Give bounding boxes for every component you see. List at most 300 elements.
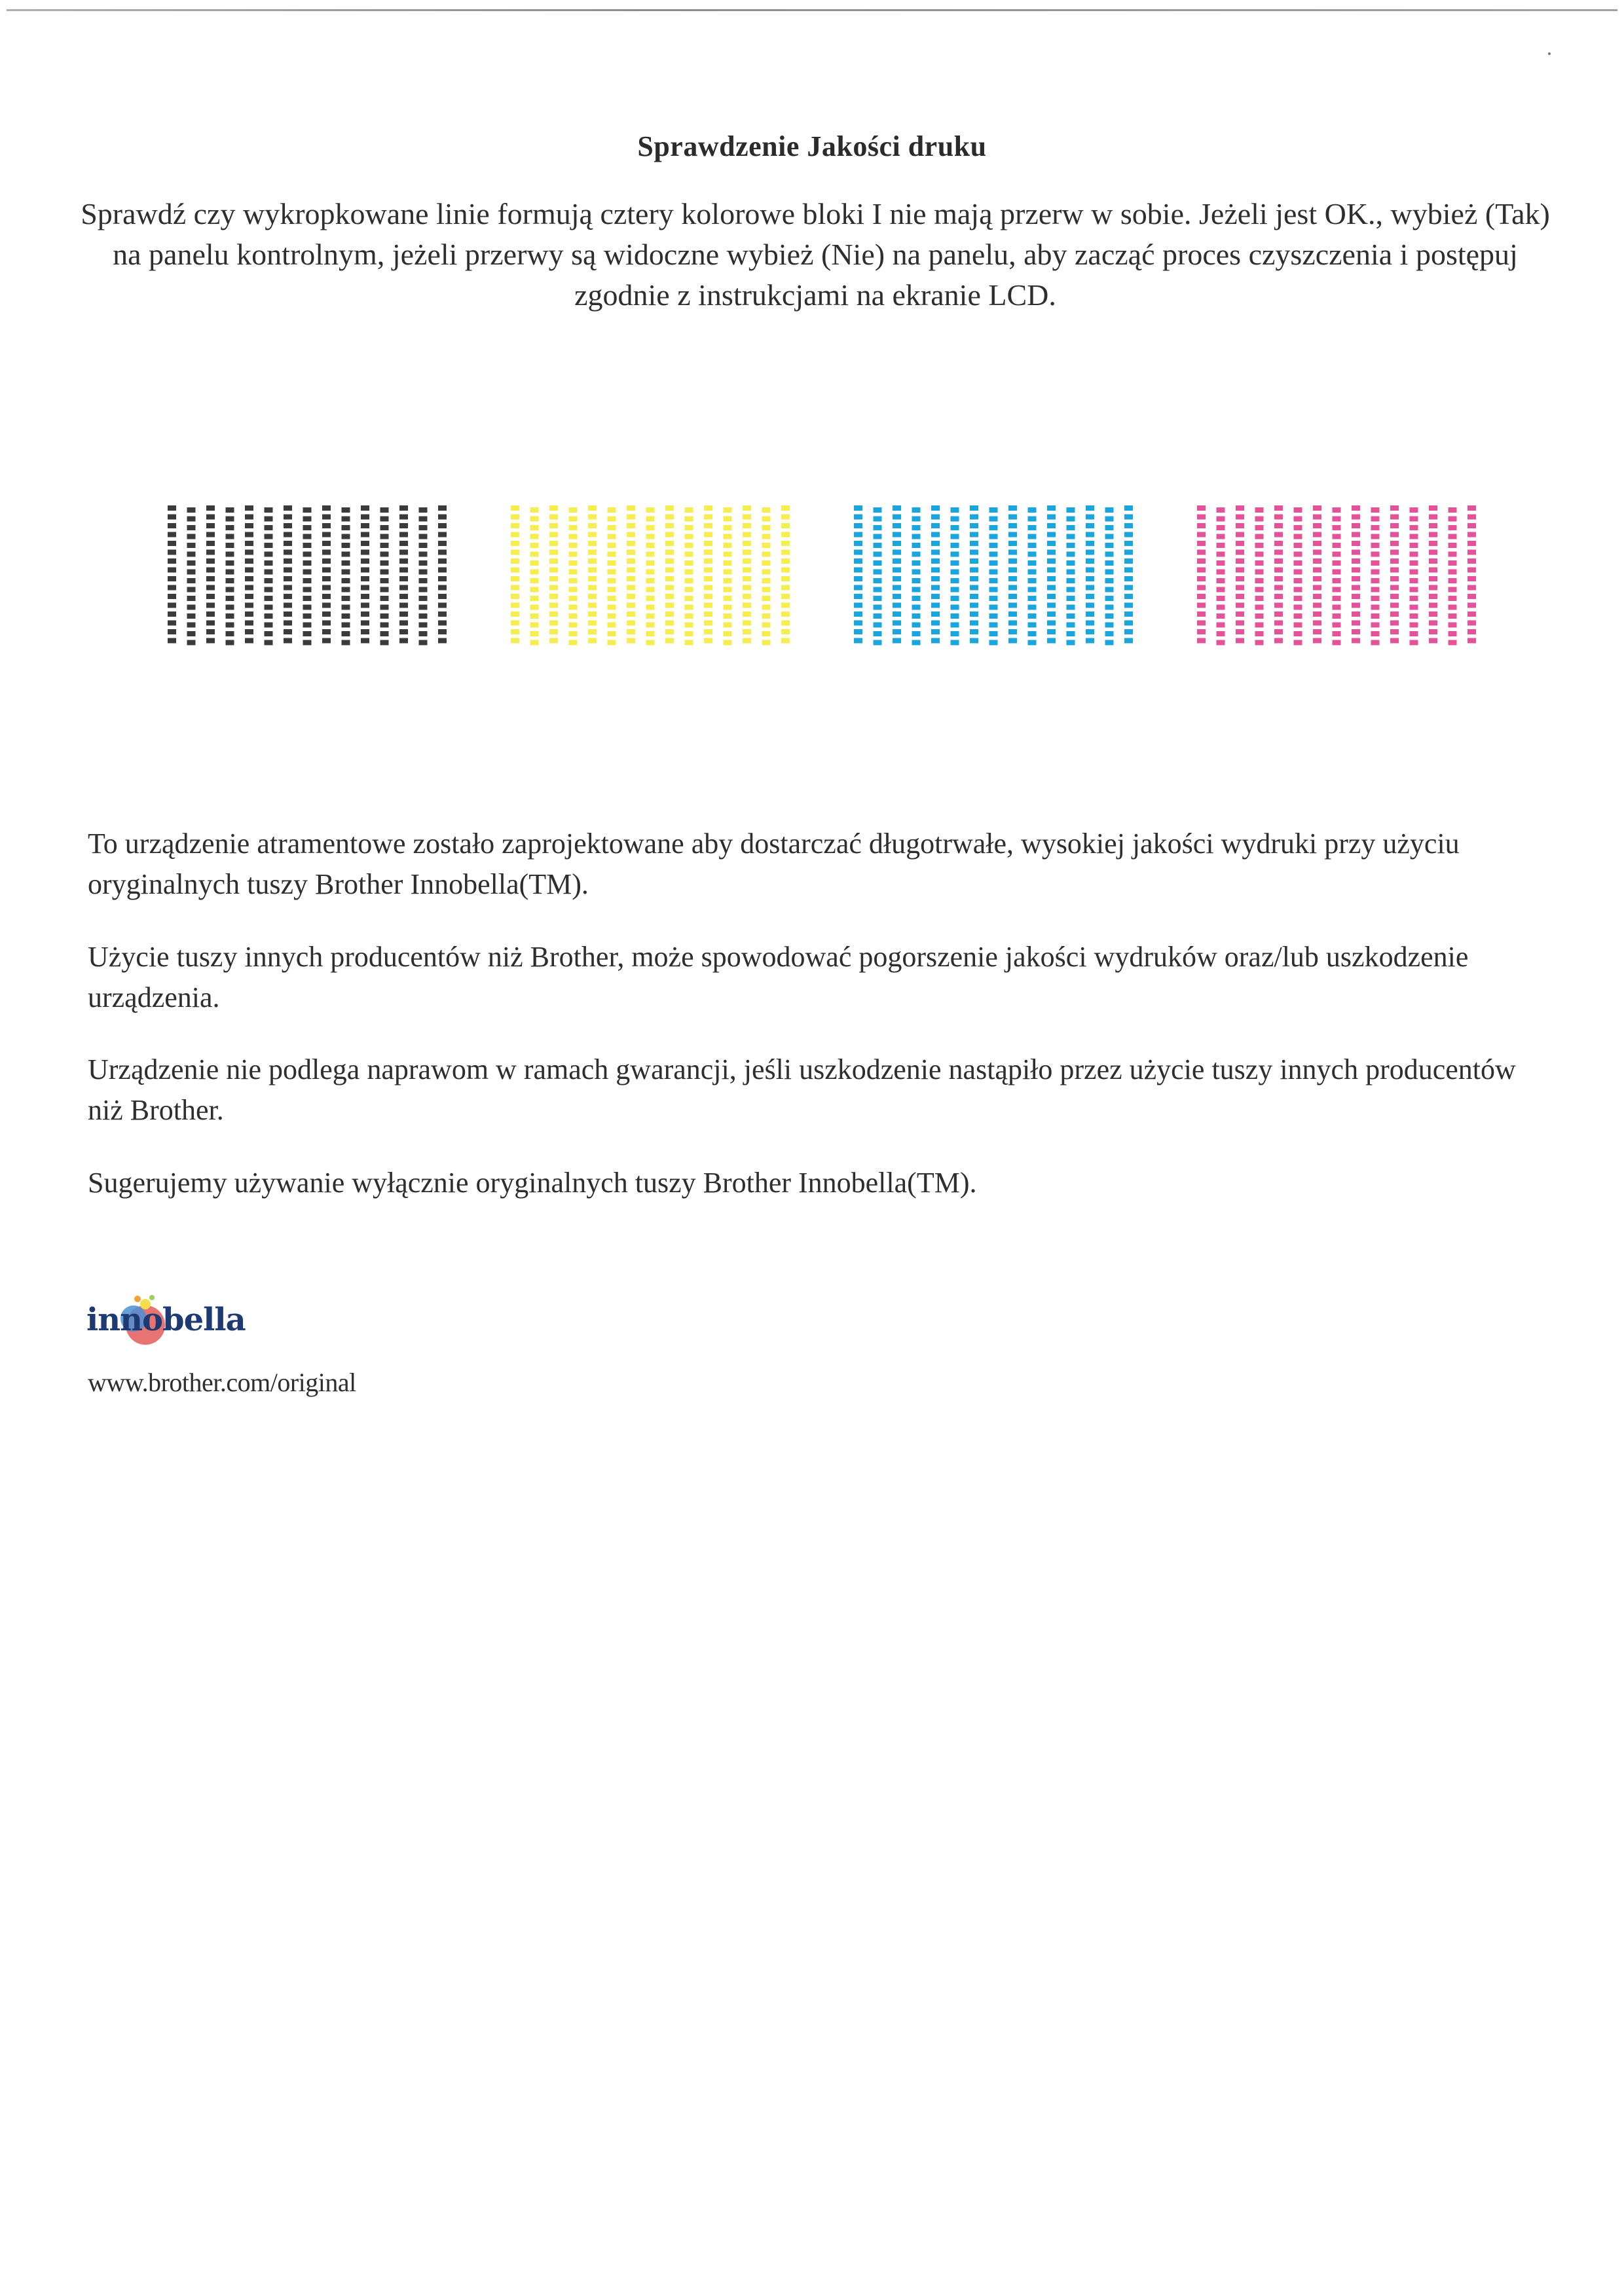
nozzle-dot: [1217, 578, 1225, 583]
nozzle-dot: [912, 517, 921, 522]
nozzle-dot: [912, 560, 921, 566]
nozzle-dot: [284, 638, 292, 644]
nozzle-dot: [1255, 517, 1264, 522]
nozzle-dot: [1390, 611, 1399, 617]
nozzle-dot: [342, 525, 350, 530]
nozzle-dot: [361, 532, 369, 538]
nozzle-dot: [1086, 603, 1094, 608]
nozzle-dot: [1371, 570, 1380, 575]
nozzle-dot: [1390, 550, 1399, 555]
nozzle-dot: [893, 550, 901, 555]
nozzle-dot: [874, 587, 882, 592]
nozzle-dot: [1274, 638, 1283, 644]
nozzle-dot: [854, 523, 862, 528]
print-quality-blocks: [0, 503, 1624, 653]
nozzle-dot: [1047, 594, 1056, 599]
nozzle-dot: [438, 621, 447, 626]
nozzle-dot: [569, 587, 578, 592]
nozzle-dot: [1274, 505, 1283, 511]
nozzle-dot: [530, 552, 539, 557]
nozzle-dot: [912, 578, 921, 583]
nozzle-dot: [206, 576, 215, 581]
nozzle-dot: [284, 603, 292, 608]
nozzle-dot: [1105, 623, 1114, 628]
nozzle-dot: [1086, 611, 1094, 617]
nozzle-dot: [1086, 621, 1094, 626]
nozzle-dot: [989, 578, 998, 583]
nozzle-dot: [322, 505, 331, 511]
nozzle-dot: [1410, 631, 1418, 636]
nozzle-dot: [931, 576, 940, 581]
nozzle-dot: [704, 638, 712, 644]
nozzle-dot: [438, 611, 447, 617]
nozzle-dot: [1449, 517, 1457, 522]
nozzle-dot: [781, 532, 790, 538]
nozzle-dot: [1274, 621, 1283, 626]
nozzle-dot: [1294, 525, 1302, 530]
nozzle-dot: [168, 523, 176, 528]
nozzle-dot: [685, 596, 693, 601]
nozzle-dot: [530, 640, 539, 646]
nozzle-dot: [399, 568, 408, 573]
nozzle-dot: [1105, 534, 1114, 539]
nozzle-dot: [1047, 558, 1056, 564]
nozzle-dot: [951, 525, 959, 530]
nozzle-dot: [1236, 523, 1244, 528]
nozzle-dot: [549, 585, 558, 591]
nozzle-dot: [1467, 523, 1476, 528]
nozzle-dot: [1008, 603, 1017, 608]
nozzle-dot: [762, 534, 771, 539]
nozzle-dot: [511, 594, 519, 599]
nozzle-dot: [665, 621, 674, 626]
scan-edge-line: [7, 9, 1617, 11]
nozzle-dot: [303, 560, 312, 566]
nozzle-dot: [1352, 515, 1360, 520]
nozzle-dot: [226, 640, 234, 646]
nozzle-dot: [1124, 621, 1133, 626]
nozzle-dot: [1105, 517, 1114, 522]
nozzle-dot: [187, 596, 196, 601]
nozzle-dot: [665, 603, 674, 608]
nozzle-dot: [854, 550, 862, 555]
nozzle-dot: [1028, 525, 1037, 530]
nozzle-dot: [951, 552, 959, 557]
nozzle-dot: [931, 585, 940, 591]
nozzle-dot: [1067, 578, 1075, 583]
nozzle-dot: [874, 623, 882, 628]
nozzle-dot: [322, 568, 331, 573]
nozzle-dot: [245, 594, 253, 599]
nozzle-dot: [724, 570, 732, 575]
nozzle-dot: [1274, 541, 1283, 546]
nozzle-dot: [511, 621, 519, 626]
nozzle-dot: [1390, 541, 1399, 546]
nozzle-dot: [438, 629, 447, 634]
page-title: Sprawdzenie Jakości druku: [637, 130, 987, 162]
nozzle-dot: [1410, 587, 1418, 592]
nozzle-dot: [1333, 534, 1341, 539]
nozzle-dot: [743, 594, 751, 599]
nozzle-dot: [1236, 541, 1244, 546]
nozzle-dot: [1313, 550, 1321, 555]
nozzle-dot: [646, 596, 655, 601]
nozzle-dot: [361, 541, 369, 546]
nozzle-dot: [627, 585, 635, 591]
nozzle-dot: [361, 603, 369, 608]
nozzle-dot: [1390, 515, 1399, 520]
nozzle-dot: [781, 638, 790, 644]
nozzle-dot: [989, 631, 998, 636]
nozzle-dot: [1124, 515, 1133, 520]
nozzle-dot: [1067, 631, 1075, 636]
nozzle-dot: [1047, 505, 1056, 511]
nozzle-dot: [1255, 543, 1264, 548]
nozzle-dot: [1124, 505, 1133, 511]
nozzle-dot: [1124, 638, 1133, 644]
nozzle-dot: [322, 558, 331, 564]
nozzle-dot: [1105, 552, 1114, 557]
nozzle-dot: [665, 611, 674, 617]
nozzle-dot: [226, 517, 234, 522]
nozzle-dot: [168, 576, 176, 581]
nozzle-dot: [265, 631, 273, 636]
nozzle-dot: [989, 534, 998, 539]
nozzle-dot: [342, 570, 350, 575]
nozzle-dot: [1390, 532, 1399, 538]
nozzle-dot: [951, 587, 959, 592]
nozzle-dot: [1105, 525, 1114, 530]
nozzle-dot: [380, 613, 389, 619]
nozzle-dot: [1274, 585, 1283, 591]
nozzle-dot: [1294, 587, 1302, 592]
nozzle-dot: [685, 613, 693, 619]
nozzle-dot: [743, 550, 751, 555]
color-block-cyan: [851, 503, 1139, 647]
nozzle-dot: [303, 587, 312, 592]
nozzle-dot: [1197, 594, 1206, 599]
nozzle-dot: [627, 629, 635, 634]
nozzle-dot: [1333, 570, 1341, 575]
nozzle-dot: [1313, 523, 1321, 528]
nozzle-dot: [1467, 558, 1476, 564]
nozzle-dot: [970, 638, 978, 644]
nozzle-dot: [265, 596, 273, 601]
nozzle-dot: [1294, 613, 1302, 619]
nozzle-dot: [1429, 558, 1437, 564]
nozzle-dot: [1028, 613, 1037, 619]
nozzle-dot: [685, 623, 693, 628]
nozzle-dot: [1067, 623, 1075, 628]
nozzle-dot: [1313, 603, 1321, 608]
nozzle-dot: [226, 570, 234, 575]
nozzle-dot: [1449, 560, 1457, 566]
nozzle-dot: [1390, 558, 1399, 564]
nozzle-dot: [627, 568, 635, 573]
nozzle-dot: [1124, 541, 1133, 546]
nozzle-dot: [1197, 611, 1206, 617]
nozzle-dot: [303, 631, 312, 636]
nozzle-dot: [549, 505, 558, 511]
nozzle-dot: [1352, 611, 1360, 617]
nozzle-dot: [265, 534, 273, 539]
nozzle-dot: [303, 596, 312, 601]
nozzle-dot: [781, 505, 790, 511]
nozzle-dot: [989, 552, 998, 557]
nozzle-dot: [893, 585, 901, 591]
nozzle-dot: [588, 541, 597, 546]
nozzle-dot: [854, 638, 862, 644]
nozzle-dot: [762, 623, 771, 628]
nozzle-dot: [399, 629, 408, 634]
nozzle-dot: [931, 568, 940, 573]
nozzle-dot: [1008, 515, 1017, 520]
nozzle-dot: [1467, 505, 1476, 511]
nozzle-dot: [1467, 638, 1476, 644]
nozzle-dot: [419, 552, 428, 557]
nozzle-dot: [569, 623, 578, 628]
nozzle-dot: [1390, 603, 1399, 608]
nozzle-dot: [1105, 578, 1114, 583]
nozzle-dot: [1008, 576, 1017, 581]
nozzle-dot: [245, 638, 253, 644]
nozzle-dot: [419, 570, 428, 575]
nozzle-dot: [361, 611, 369, 617]
nozzle-dot: [1313, 621, 1321, 626]
nozzle-dot: [569, 578, 578, 583]
nozzle-dot: [511, 505, 519, 511]
nozzle-dot: [588, 621, 597, 626]
nozzle-dot: [743, 532, 751, 538]
nozzle-dot: [1047, 638, 1056, 644]
nozzle-dot: [608, 587, 616, 592]
nozzle-dot: [665, 523, 674, 528]
nozzle-dot: [399, 523, 408, 528]
nozzle-dot: [685, 578, 693, 583]
nozzle-dot: [419, 631, 428, 636]
nozzle-dot: [1371, 631, 1380, 636]
nozzle-dot: [361, 568, 369, 573]
paragraph-recommendation: Sugerujemy używanie wyłącznie oryginalnych tuszy Brother Innobella(TM).: [88, 1167, 977, 1199]
nozzle-dot: [438, 550, 447, 555]
nozzle-dot: [511, 585, 519, 591]
nozzle-dot: [1105, 570, 1114, 575]
nozzle-dot: [303, 525, 312, 530]
nozzle-dot: [1274, 550, 1283, 555]
nozzle-dot: [1429, 611, 1437, 617]
nozzle-dot: [1047, 611, 1056, 617]
nozzle-dot: [438, 505, 447, 511]
nozzle-dot: [951, 640, 959, 646]
nozzle-dot: [1449, 552, 1457, 557]
nozzle-dot: [1429, 585, 1437, 591]
nozzle-dot: [1333, 596, 1341, 601]
nozzle-dot: [1008, 638, 1017, 644]
scan-speck: [1548, 52, 1551, 55]
nozzle-dot: [303, 552, 312, 557]
nozzle-dot: [361, 515, 369, 520]
nozzle-dot: [608, 534, 616, 539]
nozzle-dot: [743, 568, 751, 573]
nozzle-dot: [361, 550, 369, 555]
nozzle-dot: [893, 611, 901, 617]
nozzle-dot: [1197, 576, 1206, 581]
nozzle-dot: [1294, 605, 1302, 610]
nozzle-dot: [704, 629, 712, 634]
nozzle-dot: [1236, 576, 1244, 581]
nozzle-dot: [419, 507, 428, 513]
nozzle-dot: [912, 587, 921, 592]
nozzle-dot: [1294, 570, 1302, 575]
nozzle-dot: [245, 585, 253, 591]
nozzle-dot: [724, 613, 732, 619]
nozzle-dot: [912, 623, 921, 628]
nozzle-dot: [1047, 532, 1056, 538]
nozzle-dot: [874, 534, 882, 539]
nozzle-dot: [912, 640, 921, 646]
nozzle-dot: [1371, 560, 1380, 566]
nozzle-dot: [970, 611, 978, 617]
nozzle-dot: [854, 594, 862, 599]
nozzle-dot: [608, 570, 616, 575]
nozzle-dot: [1390, 629, 1399, 634]
nozzle-dot: [1410, 613, 1418, 619]
nozzle-dot: [1008, 505, 1017, 511]
nozzle-dot: [1313, 576, 1321, 581]
nozzle-dot: [781, 523, 790, 528]
nozzle-dot: [549, 594, 558, 599]
nozzle-dot: [1449, 623, 1457, 628]
nozzle-dot: [303, 640, 312, 646]
nozzle-dot: [1429, 541, 1437, 546]
nozzle-dot: [588, 611, 597, 617]
nozzle-dot: [549, 550, 558, 555]
nozzle-dot: [419, 623, 428, 628]
nozzle-dot: [1255, 578, 1264, 583]
nozzle-dot: [168, 550, 176, 555]
nozzle-dot: [1294, 517, 1302, 522]
nozzle-dot: [627, 621, 635, 626]
brother-url[interactable]: www.brother.com/original: [88, 1368, 356, 1397]
nozzle-dot: [931, 523, 940, 528]
nozzle-dot: [665, 541, 674, 546]
nozzle-dot: [1449, 534, 1457, 539]
nozzle-dot: [284, 523, 292, 528]
nozzle-dot: [1028, 623, 1037, 628]
nozzle-dot: [303, 613, 312, 619]
nozzle-dot: [1197, 603, 1206, 608]
nozzle-dot: [1390, 568, 1399, 573]
nozzle-dot: [380, 543, 389, 548]
nozzle-dot: [646, 570, 655, 575]
nozzle-dot: [265, 570, 273, 575]
nozzle-dot: [245, 558, 253, 564]
nozzle-dot: [399, 621, 408, 626]
nozzle-dot: [608, 596, 616, 601]
nozzle-dot: [1429, 638, 1437, 644]
nozzle-dot: [399, 550, 408, 555]
nozzle-dot: [1067, 605, 1075, 610]
nozzle-dot: [284, 541, 292, 546]
nozzle-dot: [1086, 594, 1094, 599]
nozzle-dot: [438, 515, 447, 520]
nozzle-dot: [511, 558, 519, 564]
nozzle-dot: [1449, 631, 1457, 636]
nozzle-dot: [1255, 613, 1264, 619]
nozzle-dot: [665, 505, 674, 511]
nozzle-dot: [1371, 517, 1380, 522]
nozzle-dot: [1274, 611, 1283, 617]
nozzle-dot: [380, 631, 389, 636]
nozzle-dot: [399, 576, 408, 581]
nozzle-dot: [989, 525, 998, 530]
nozzle-dot: [1467, 611, 1476, 617]
nozzle-dot: [1067, 543, 1075, 548]
nozzle-dot: [1294, 631, 1302, 636]
nozzle-dot: [970, 585, 978, 591]
nozzle-dot: [970, 505, 978, 511]
nozzle-dot: [380, 552, 389, 557]
nozzle-dot: [549, 611, 558, 617]
nozzle-dot: [627, 541, 635, 546]
nozzle-dot: [569, 605, 578, 610]
nozzle-dot: [399, 638, 408, 644]
nozzle-dot: [187, 534, 196, 539]
nozzle-dot: [724, 517, 732, 522]
nozzle-dot: [1217, 517, 1225, 522]
nozzle-dot: [704, 505, 712, 511]
nozzle-dot: [1333, 525, 1341, 530]
nozzle-dot: [226, 605, 234, 610]
nozzle-dot: [1410, 596, 1418, 601]
nozzle-dot: [608, 623, 616, 628]
nozzle-dot: [1028, 631, 1037, 636]
nozzle-dot: [168, 515, 176, 520]
nozzle-dot: [1294, 596, 1302, 601]
nozzle-dot: [206, 568, 215, 573]
nozzle-dot: [970, 515, 978, 520]
nozzle-dot: [1371, 525, 1380, 530]
nozzle-dot: [1047, 541, 1056, 546]
nozzle-dot: [874, 613, 882, 619]
nozzle-dot: [380, 570, 389, 575]
nozzle-dot: [1197, 558, 1206, 564]
nozzle-dot: [931, 611, 940, 617]
nozzle-dot: [265, 578, 273, 583]
nozzle-dot: [1105, 605, 1114, 610]
nozzle-dot: [989, 560, 998, 566]
nozzle-dot: [322, 621, 331, 626]
nozzle-dot: [724, 587, 732, 592]
nozzle-dot: [1352, 550, 1360, 555]
nozzle-dot: [1067, 596, 1075, 601]
nozzle-dot: [569, 631, 578, 636]
nozzle-dot: [245, 611, 253, 617]
nozzle-dot: [874, 596, 882, 601]
nozzle-dot: [322, 603, 331, 608]
nozzle-dot: [874, 525, 882, 530]
nozzle-dot: [168, 568, 176, 573]
nozzle-dot: [1067, 587, 1075, 592]
nozzle-dot: [743, 515, 751, 520]
nozzle-dot: [245, 550, 253, 555]
nozzle-dot: [685, 507, 693, 513]
nozzle-dot: [912, 605, 921, 610]
nozzle-dot: [361, 576, 369, 581]
nozzle-dot: [1467, 541, 1476, 546]
nozzle-dot: [1294, 507, 1302, 513]
nozzle-dot: [511, 638, 519, 644]
